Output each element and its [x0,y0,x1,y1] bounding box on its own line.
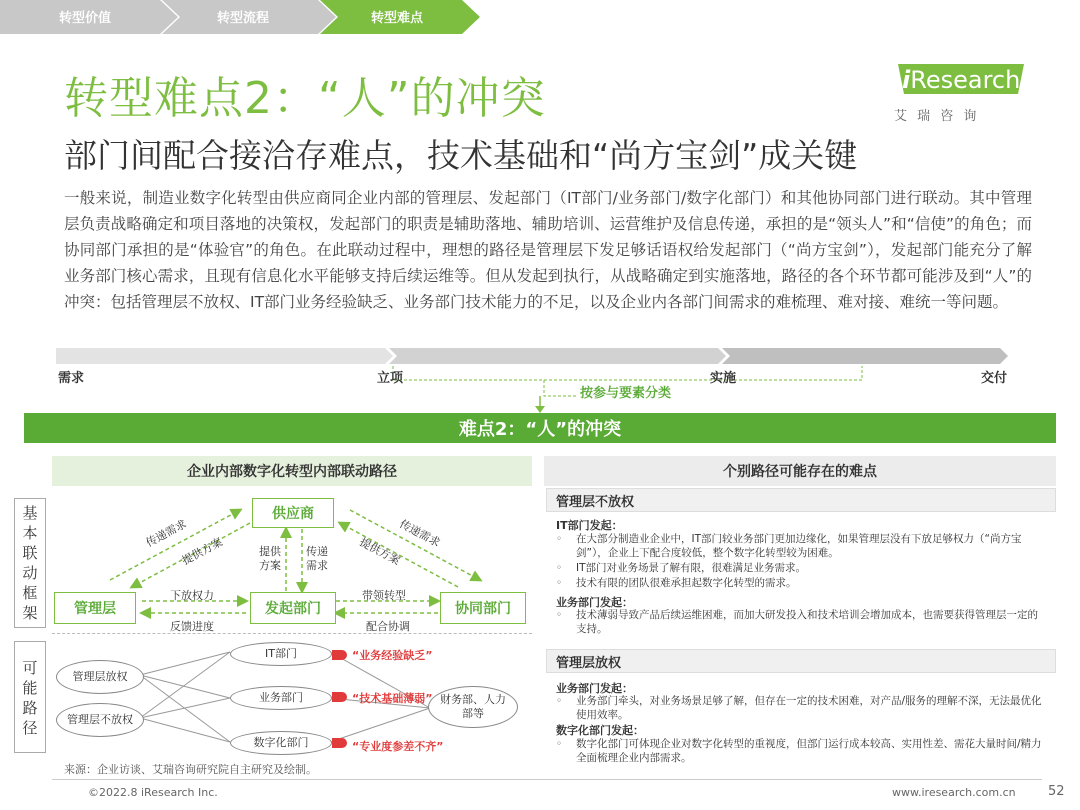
footer-url[interactable]: www.iresearch.com.cn [892,786,1016,799]
stage-implementation: 实施 [710,371,737,386]
tag-uneven-expertise: “专业度参差不齐” [352,740,444,753]
source-note: 来源：企业访谈、艾瑞咨询研究院自主研究及绘制。 [64,763,317,776]
page-subtitle: 部门间配合接洽存难点，技术基础和“尚方宝剑”成关键 [64,136,858,175]
path-it-dept: IT部门 [230,642,332,666]
classification-note: 按参与要素分类 [580,386,672,401]
node-collaborating-dept: 协同部门 [440,592,526,624]
iresearch-logo [894,60,1034,130]
section1-group2-head: 业务部门发起： [556,596,633,609]
page-number: 52 [1048,784,1065,799]
stage-approval: 立项 [377,371,404,386]
edge-label-ic-lead: 带领转型 [362,589,406,602]
edge-label-sc-solution: 提供方案 [357,535,403,568]
edge-label-mi-feedback: 反馈进度 [170,620,214,633]
tag-lack-of-business-experience: “业务经验缺乏” [352,649,433,662]
edge-label-ms-solution: 提供方案 [179,535,225,568]
right-panel-header: 个别路径可能存在的难点 [544,456,1056,486]
section2-title: 管理层放权 [556,656,622,671]
intro-paragraph: 一般来说，制造业数字化转型由供应商同企业内部的管理层、发起部门（IT部门/业务部门/数字化部门）和其他协同部门进行联动。其中管理层负责战略确定和项目落地的决策权，发起部门的职责是辅助落地、辅助培训、运营维护及信息传递，承担的是“领头人”和“信使”的角色；而协同部门承担的是“体验官”的角色。在此联动过程中，理想的路径是管理层下发足够话语权给发起部门（“尚方宝剑”），发起部门能充分了解业务部门核心需求，且现有信息化水平能够支持后续运维等。但从发起到执行，从战略确定到实施落地，路径的各个环节都可能涉及到“人”的冲突：包括管理层不放权、IT部门业务经验缺乏、业务部门技术能力的不足，以及企业内各部门间需求的难梳理、难对接、难统一等问题。 [64,189,1032,311]
difficulty-banner: 难点2：“人”的冲突 [24,413,1056,443]
path-digital-dept: 数字化部门 [230,731,332,755]
logo-i: i [902,66,911,94]
footer-copyright: ©2022.8 iResearch Inc. [88,786,218,799]
page-title: 转型难点2：“人”的冲突 [64,73,546,124]
edge-label-sc-demand: 传递需求 [397,517,443,550]
section2-group1-bullet1: ◦ 业务部门牵头，对业务场景足够了解，但存在一定的技术困难，对产品/服务的理解不深，无法最优化使用效率。 [576,694,1048,722]
section1-group1-bullet1: ◦ 在大部分制造业企业中，IT部门较业务部门更加边缘化，如果管理层没有下放足够权力（“尚方宝剑”），企业上下配合度较低，整个数字化转型较为困难。 [576,532,1048,560]
logo-chinese: 艾 瑞 咨 询 [894,109,980,124]
stage-demand: 需求 [58,371,85,386]
tab-transformation-value[interactable]: 转型价值 [58,11,111,26]
path-mgmt-release: 管理层放权 [56,660,144,694]
path-biz-dept: 业务部门 [230,686,332,710]
section2-group1-head: 业务部门发起： [556,682,633,695]
node-initiator: 发起部门 [250,592,336,624]
section2-group2-bullet1: ◦ 数字化部门可体现企业对数字化转型的重视度，但部门运行成本较高、实用性差、需花大量时间/精力全面梳理企业内部需求。 [576,737,1048,765]
edge-label-ic-coordinate: 配合协调 [366,620,410,633]
edge-label-mi-delegate: 下放权力 [170,589,214,602]
paths-label: 可能路径 [22,659,38,737]
edge-label-is-solution: 提供方案 [259,545,281,572]
edge-label-ms-demand: 传递需求 [143,517,189,550]
section2-bar [546,649,1056,673]
path-finance-hr: 财务部、人力部等 [428,686,518,728]
tab-transformation-process[interactable]: 转型流程 [216,11,269,26]
footer-divider [52,779,1042,780]
stage-arrows [0,340,1080,420]
section1-group1-bullet2: ◦ IT部门对业务场景了解有限，很难满足业务需求。 [576,561,1048,575]
node-management: 管理层 [54,592,136,624]
path-mgmt-no-release: 管理层不放权 [56,703,144,737]
edge-label-is-demand: 传递需求 [306,545,328,572]
section2-group2-head: 数字化部门发起： [556,724,644,737]
section1-title: 管理层不放权 [556,495,635,510]
node-supplier: 供应商 [252,498,334,528]
tab-transformation-difficulty[interactable]: 转型难点 [370,11,423,26]
tag-weak-tech-foundation: “技术基础薄弱” [352,692,433,705]
framework-separator [52,633,532,634]
left-panel-header: 企业内部数字化转型内部联动路径 [52,456,532,486]
section1-group1-head: IT部门发起： [556,519,623,532]
alert-hand-icons [330,646,352,756]
section1-group1-bullet3: ◦ 技术有限的团队很难承担起数字化转型的需求。 [576,576,1048,590]
logo-research: Research [910,66,1021,94]
section1-group2-bullet1: ◦ 技术薄弱导致产品后续运维困难，而加大研发投入和技术培训会增加成本，也需要获得管理层一定的支持。 [576,608,1048,636]
framework-label: 基本联动框架 [22,504,38,622]
stage-delivery: 交付 [981,371,1008,386]
